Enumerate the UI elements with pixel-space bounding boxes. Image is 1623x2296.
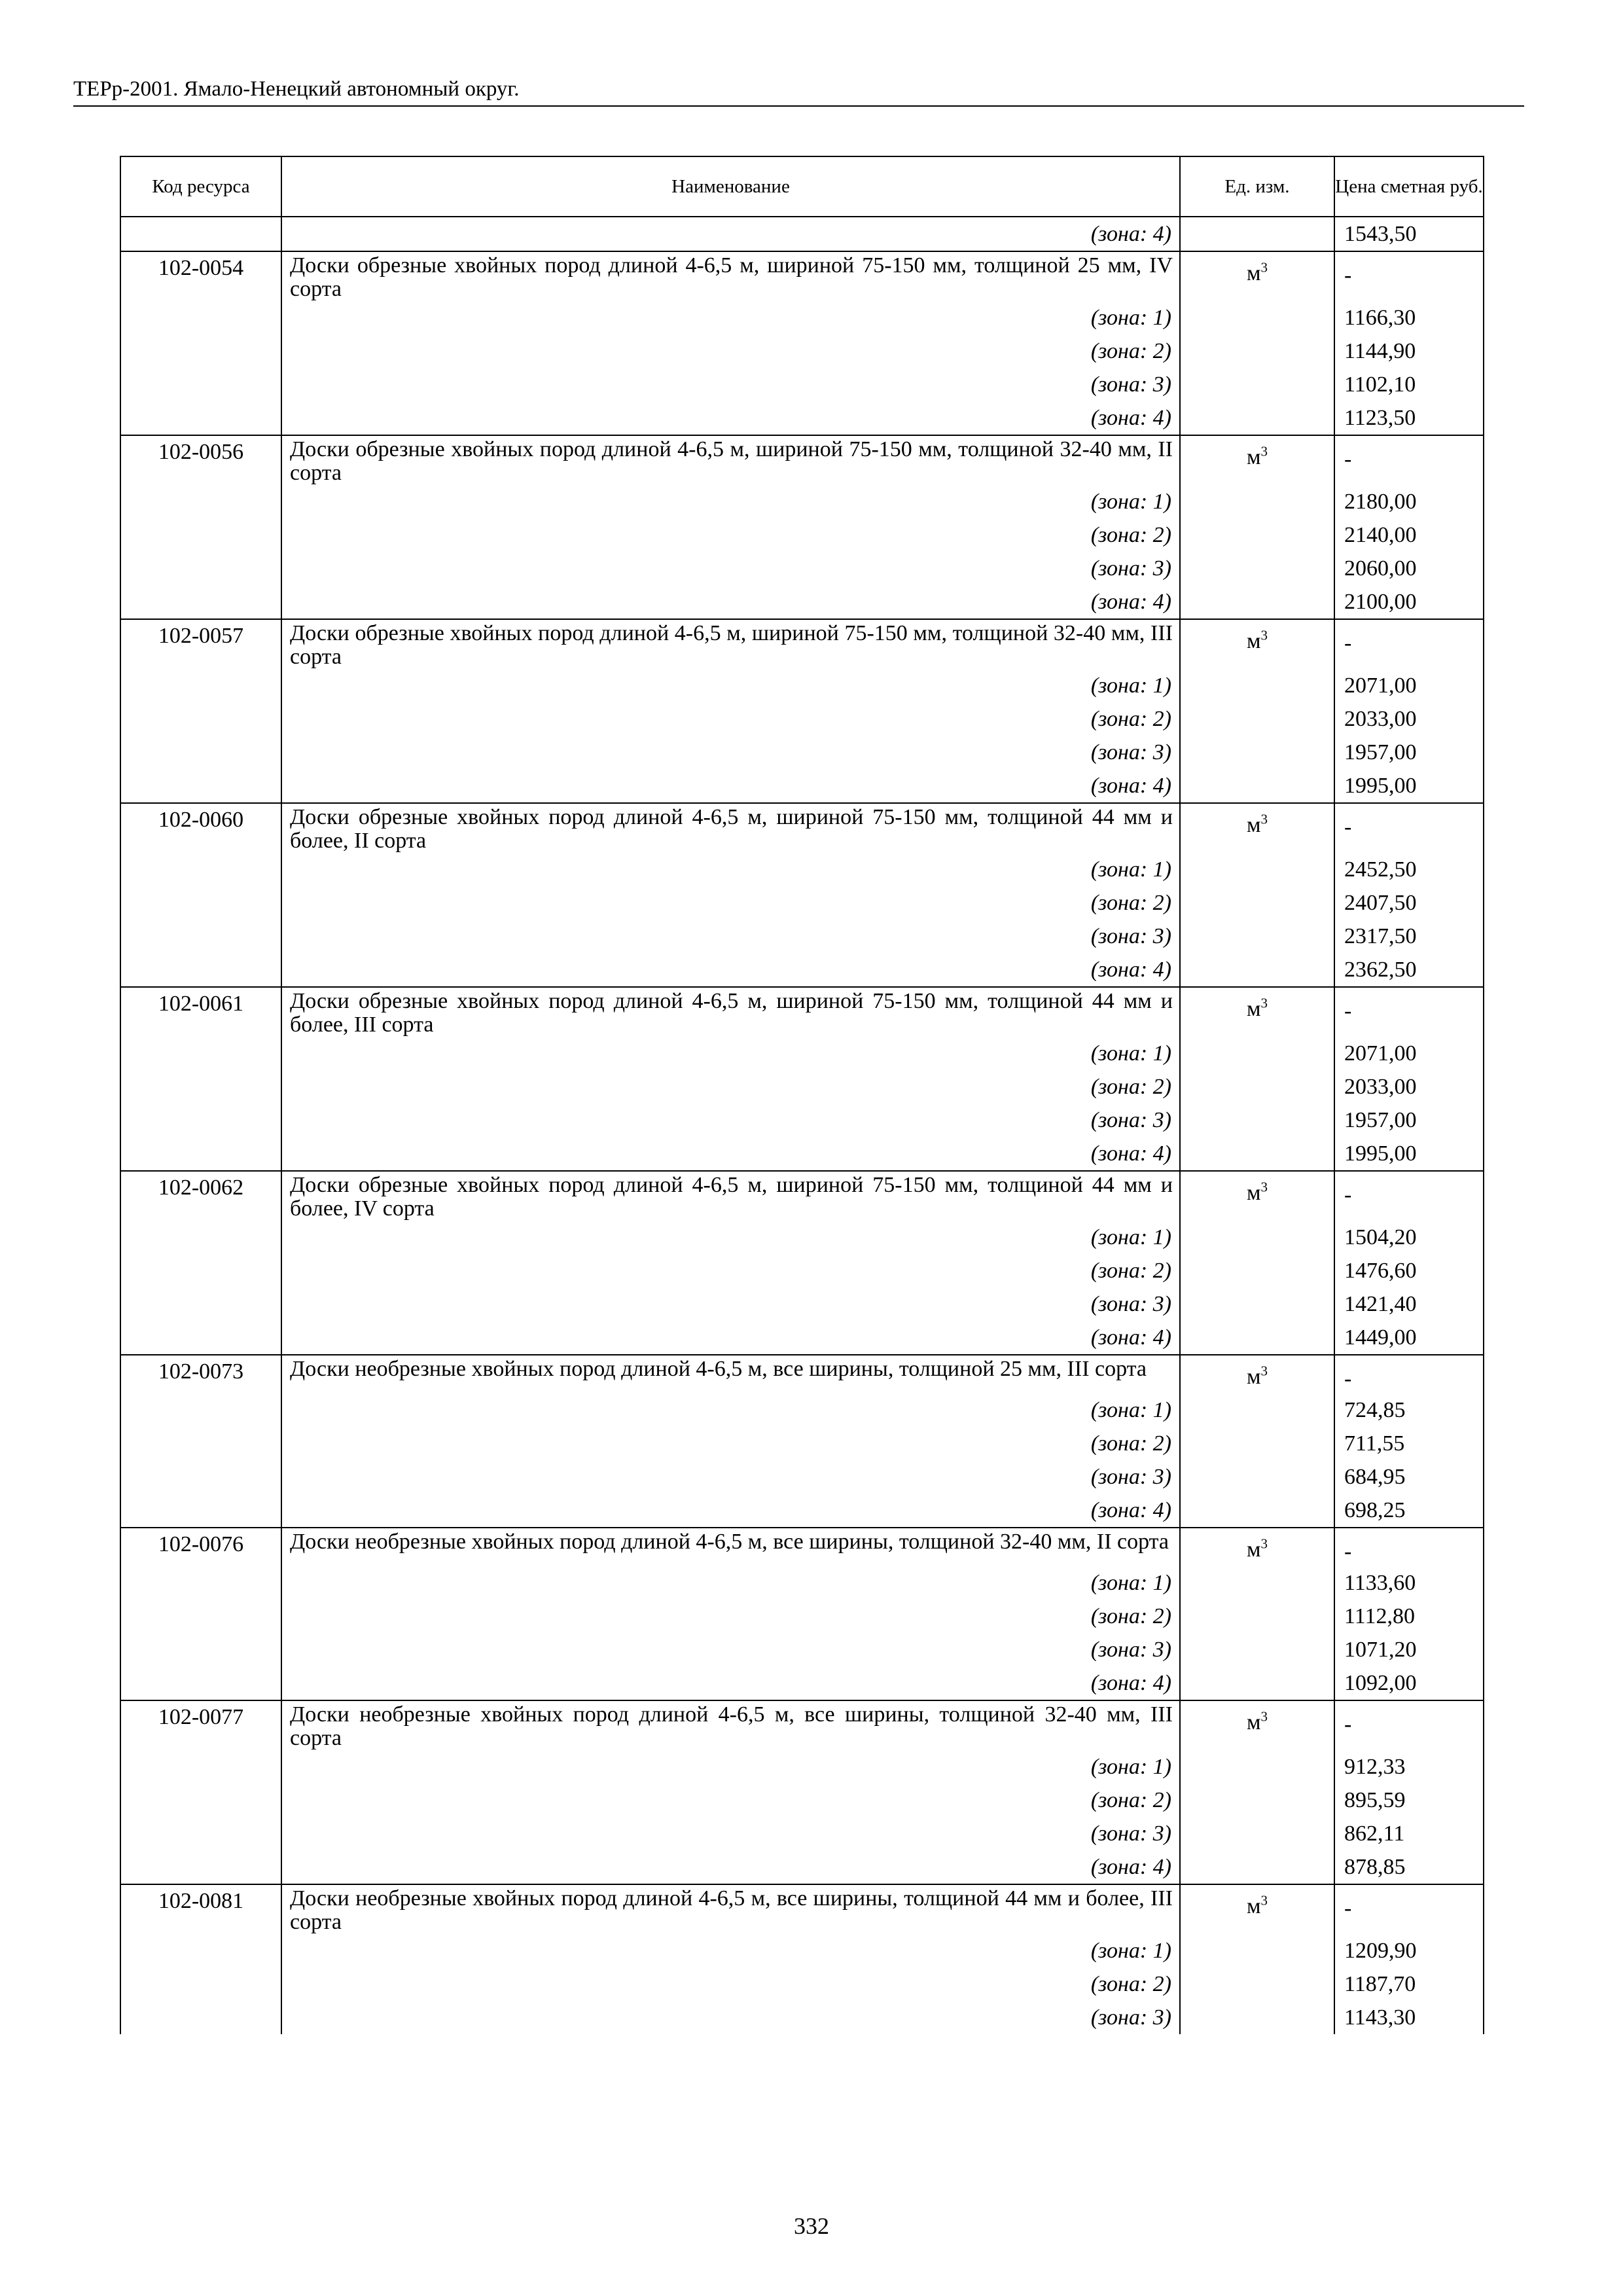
zone-label: (зона: 4)	[281, 769, 1180, 803]
zone-label: (зона: 2)	[281, 334, 1180, 368]
resource-code: 102-0081	[120, 1884, 281, 2034]
zone-label: (зона: 4)	[281, 1321, 1180, 1355]
resource-name: Доски обрезные хвойных пород длиной 4-6,5 м, шириной 75-150 мм, толщиной 44 мм и более, IV сорта	[281, 1171, 1180, 1221]
unit-text: м	[1246, 1710, 1261, 1734]
zone-price: 895,59	[1334, 1784, 1484, 1817]
resource-price: -	[1334, 619, 1484, 669]
unit-exponent: 3	[1260, 443, 1268, 459]
zone-price: 1143,30	[1334, 2001, 1484, 2034]
zone-price: 724,85	[1334, 1393, 1484, 1427]
zone-price: 1209,90	[1334, 1934, 1484, 1967]
unit-text: м	[1246, 445, 1261, 469]
zone-price: 2407,50	[1334, 886, 1484, 920]
resource-price: -	[1334, 251, 1484, 301]
zone-price: 1995,00	[1334, 1137, 1484, 1171]
resource-code: 102-0061	[120, 987, 281, 1171]
table-row	[120, 251, 1484, 301]
header-code: Код ресурса	[120, 156, 281, 217]
zone-price: 1144,90	[1334, 334, 1484, 368]
table-body	[120, 217, 1484, 2034]
zone-label: (зона: 3)	[281, 1633, 1180, 1666]
zone-price: 2033,00	[1334, 1070, 1484, 1103]
zone-label: (зона: 3)	[281, 1103, 1180, 1137]
table-row	[120, 1355, 1484, 1393]
zone-label: (зона: 3)	[281, 368, 1180, 401]
zone-price: 2100,00	[1334, 585, 1484, 619]
unit-exponent: 3	[1260, 1892, 1268, 1909]
resource-unit	[1180, 1171, 1334, 1355]
zone-price: 698,25	[1334, 1494, 1484, 1528]
carryover-price: 1543,50	[1334, 217, 1484, 251]
resource-unit	[1180, 251, 1334, 435]
resource-code: 102-0076	[120, 1528, 281, 1700]
zone-price: 1957,00	[1334, 1103, 1484, 1137]
resource-unit	[1180, 987, 1334, 1171]
carryover-code-cell	[120, 217, 281, 251]
unit-exponent: 3	[1260, 627, 1268, 643]
zone-label: (зона: 1)	[281, 301, 1180, 334]
table-row	[120, 1528, 1484, 1566]
zone-price: 1504,20	[1334, 1221, 1484, 1254]
zone-label: (зона: 2)	[281, 1784, 1180, 1817]
unit-text: м	[1246, 997, 1261, 1021]
resource-unit	[1180, 1700, 1334, 1884]
zone-label: (зона: 4)	[281, 953, 1180, 987]
zone-label: (зона: 2)	[281, 1427, 1180, 1460]
unit-exponent: 3	[1260, 995, 1268, 1011]
zone-price: 1421,40	[1334, 1287, 1484, 1321]
table-row	[120, 1700, 1484, 1750]
zone-price: 1166,30	[1334, 301, 1484, 334]
zone-label: (зона: 1)	[281, 1566, 1180, 1600]
header-rule	[73, 105, 1524, 107]
zone-label: (зона: 1)	[281, 1221, 1180, 1254]
zone-price: 1112,80	[1334, 1600, 1484, 1633]
resource-name: Доски обрезные хвойных пород длиной 4-6,5 м, шириной 75-150 мм, толщиной 32-40 мм, III сорта	[281, 619, 1180, 669]
zone-label: (зона: 2)	[281, 1967, 1180, 2001]
zone-label: (зона: 4)	[281, 1494, 1180, 1528]
resource-code: 102-0077	[120, 1700, 281, 1884]
resource-price: -	[1334, 987, 1484, 1037]
zone-price: 2033,00	[1334, 702, 1484, 736]
resource-code: 102-0057	[120, 619, 281, 803]
zone-label: (зона: 1)	[281, 669, 1180, 702]
resource-name: Доски обрезные хвойных пород длиной 4-6,5 м, шириной 75-150 мм, толщиной 25 мм, IV сорта	[281, 251, 1180, 301]
resource-unit	[1180, 1884, 1334, 2034]
zone-label: (зона: 2)	[281, 702, 1180, 736]
zone-price: 2317,50	[1334, 920, 1484, 953]
zone-label: (зона: 1)	[281, 485, 1180, 518]
zone-price: 2140,00	[1334, 518, 1484, 552]
resource-code: 102-0056	[120, 435, 281, 619]
zone-label: (зона: 3)	[281, 1460, 1180, 1494]
zone-label: (зона: 1)	[281, 1393, 1180, 1427]
zone-price: 2071,00	[1334, 1037, 1484, 1070]
resource-price: -	[1334, 435, 1484, 485]
table-header-row	[120, 156, 1484, 217]
zone-label: (зона: 3)	[281, 2001, 1180, 2034]
zone-price: 1449,00	[1334, 1321, 1484, 1355]
zone-label: (зона: 4)	[281, 585, 1180, 619]
resource-name: Доски обрезные хвойных пород длиной 4-6,5 м, шириной 75-150 мм, толщиной 32-40 мм, II сорта	[281, 435, 1180, 485]
price-table	[120, 156, 1484, 2034]
header-unit: Ед. изм.	[1180, 156, 1334, 217]
zone-price: 1995,00	[1334, 769, 1484, 803]
resource-unit	[1180, 1355, 1334, 1528]
carryover-unit-cell	[1180, 217, 1334, 251]
unit-exponent: 3	[1260, 1363, 1268, 1379]
zone-price: 1957,00	[1334, 736, 1484, 769]
zone-price: 1102,10	[1334, 368, 1484, 401]
zone-label: (зона: 3)	[281, 1817, 1180, 1850]
zone-price: 2071,00	[1334, 669, 1484, 702]
zone-price: 2452,50	[1334, 853, 1484, 886]
resource-name: Доски необрезные хвойных пород длиной 4-6,5 м, все ширины, толщиной 32-40 мм, II сорта	[281, 1528, 1180, 1566]
zone-label: (зона: 1)	[281, 853, 1180, 886]
resource-code: 102-0062	[120, 1171, 281, 1355]
resource-code: 102-0054	[120, 251, 281, 435]
zone-label: (зона: 3)	[281, 920, 1180, 953]
zone-price: 711,55	[1334, 1427, 1484, 1460]
zone-price: 1133,60	[1334, 1566, 1484, 1600]
zone-label: (зона: 2)	[281, 1070, 1180, 1103]
resource-price: -	[1334, 1171, 1484, 1221]
resource-unit	[1180, 619, 1334, 803]
zone-price: 1187,70	[1334, 1967, 1484, 2001]
running-header: ТЕРр-2001. Ямало-Ненецкий автономный округ.	[73, 77, 520, 101]
unit-text: м	[1246, 813, 1261, 837]
resource-name: Доски обрезные хвойных пород длиной 4-6,5 м, шириной 75-150 мм, толщиной 44 мм и более, III сорта	[281, 987, 1180, 1037]
zone-price: 2060,00	[1334, 552, 1484, 585]
zone-price: 2180,00	[1334, 485, 1484, 518]
table-row	[120, 1884, 1484, 1934]
unit-text: м	[1246, 1537, 1261, 1562]
zone-label: (зона: 4)	[281, 1137, 1180, 1171]
zone-price: 878,85	[1334, 1850, 1484, 1884]
resource-price: -	[1334, 1355, 1484, 1393]
zone-label: (зона: 4)	[281, 1850, 1180, 1884]
page-number: 332	[794, 2213, 829, 2239]
zone-label: (зона: 2)	[281, 518, 1180, 552]
resource-unit	[1180, 803, 1334, 987]
unit-exponent: 3	[1260, 1535, 1268, 1552]
unit-text: м	[1246, 1181, 1261, 1205]
zone-label: (зона: 3)	[281, 552, 1180, 585]
zone-price: 1476,60	[1334, 1254, 1484, 1287]
table-row	[120, 803, 1484, 853]
zone-price: 684,95	[1334, 1460, 1484, 1494]
zone-label: (зона: 1)	[281, 1750, 1180, 1784]
zone-label: (зона: 3)	[281, 1287, 1180, 1321]
unit-text: м	[1246, 1365, 1261, 1389]
table-row	[120, 435, 1484, 485]
carryover-zone: (зона: 4)	[281, 217, 1180, 251]
resource-name: Доски необрезные хвойных пород длиной 4-6,5 м, все ширины, толщиной 32-40 мм, III сорта	[281, 1700, 1180, 1750]
table-row	[120, 619, 1484, 669]
resource-code: 102-0073	[120, 1355, 281, 1528]
carryover-row	[120, 217, 1484, 251]
zone-label: (зона: 3)	[281, 736, 1180, 769]
zone-price: 1123,50	[1334, 401, 1484, 435]
unit-exponent: 3	[1260, 811, 1268, 827]
resource-price: -	[1334, 1884, 1484, 1934]
resource-name: Доски необрезные хвойных пород длиной 4-6,5 м, все ширины, толщиной 44 мм и более, III сорта	[281, 1884, 1180, 1934]
zone-label: (зона: 1)	[281, 1037, 1180, 1070]
resource-name: Доски необрезные хвойных пород длиной 4-6,5 м, все ширины, толщиной 25 мм, III сорта	[281, 1355, 1180, 1393]
unit-text: м	[1246, 261, 1261, 285]
table-row	[120, 1171, 1484, 1221]
zone-label: (зона: 4)	[281, 401, 1180, 435]
zone-price: 912,33	[1334, 1750, 1484, 1784]
resource-price: -	[1334, 1528, 1484, 1566]
resource-price: -	[1334, 803, 1484, 853]
zone-label: (зона: 4)	[281, 1666, 1180, 1700]
unit-text: м	[1246, 1894, 1261, 1918]
zone-label: (зона: 2)	[281, 1600, 1180, 1633]
zone-price: 862,11	[1334, 1817, 1484, 1850]
zone-label: (зона: 2)	[281, 886, 1180, 920]
resource-unit	[1180, 435, 1334, 619]
zone-price: 2362,50	[1334, 953, 1484, 987]
resource-code: 102-0060	[120, 803, 281, 987]
zone-price: 1071,20	[1334, 1633, 1484, 1666]
header-price: Цена сметная руб.	[1334, 156, 1484, 217]
zone-label: (зона: 1)	[281, 1934, 1180, 1967]
table-row	[120, 987, 1484, 1037]
zone-label: (зона: 2)	[281, 1254, 1180, 1287]
zone-price: 1092,00	[1334, 1666, 1484, 1700]
resource-name: Доски обрезные хвойных пород длиной 4-6,5 м, шириной 75-150 мм, толщиной 44 мм и более, II сорта	[281, 803, 1180, 853]
header-name: Наименование	[281, 156, 1180, 217]
resource-price: -	[1334, 1700, 1484, 1750]
resource-unit	[1180, 1528, 1334, 1700]
unit-exponent: 3	[1260, 1708, 1268, 1725]
unit-exponent: 3	[1260, 1179, 1268, 1195]
unit-exponent: 3	[1260, 259, 1268, 276]
unit-text: м	[1246, 629, 1261, 653]
